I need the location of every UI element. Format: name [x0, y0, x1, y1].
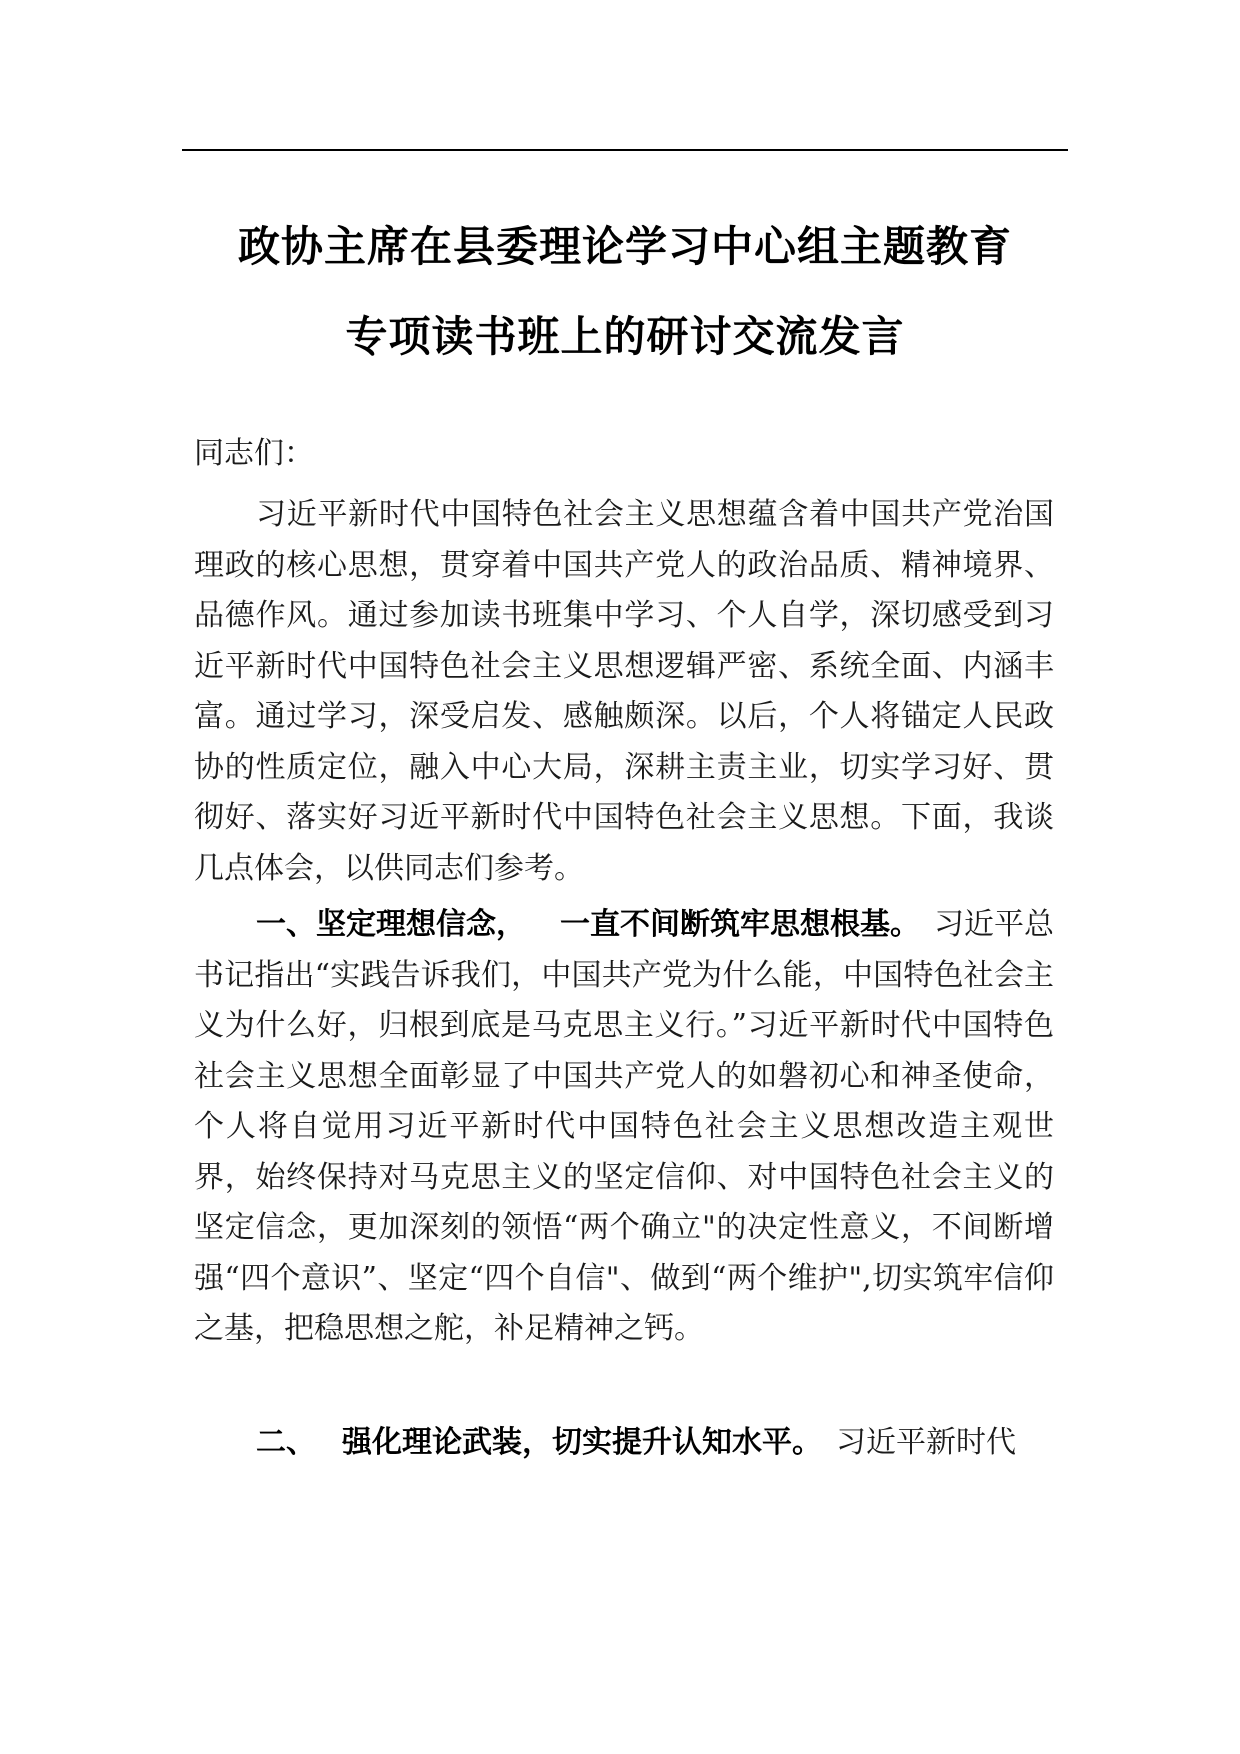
section2-body: 习近平新时代 [836, 1425, 1016, 1460]
section2-block [194, 1418, 1054, 1469]
section2-heading-number: 二、 [256, 1425, 316, 1460]
intro-paragraph-block [194, 490, 1054, 894]
section1-body: 习近平总书记指出“实践告诉我们，中国共产党为什么能，中国特色社会主义为什么好，归根到底是马克思主义行。”习近平新时代中国特色社会主义思想全面彰显了中国共产党人的如磐初心和神圣使命，个人将自觉用习近平新时代中国特色社会主义思想改造主观世界，始终保持对马克思主义的坚定信仰、对中国特色社会主义的坚定信念，更加深刻的领悟“两个确立"的决定性意义，不间断增强“四个意识”、坚定“四个自信"、做到“两个维护",切实筑牢信仰之基，把稳思想之舵，补足精神之钙。 [194, 907, 1054, 1346]
section1-heading-part2: 一直不间断筑牢思想根基。 [560, 907, 920, 942]
section1-heading-part1: 一、坚定理想信念， [256, 907, 526, 942]
header-rule [182, 149, 1068, 151]
intro-paragraph: 习近平新时代中国特色社会主义思想蕴含着中国共产党治国理政的核心思想，贯穿着中国共产党人的政治品质、精神境界、品德作风。通过参加读书班集中学习、个人自学，深切感受到习近平新时代中国特色社会主义思想逻辑严密、系统全面、内涵丰富。通过学习，深受启发、感触颇深。以后，个人将锚定人民政协的性质定位，融入中心大局，深耕主责主业，切实学习好、贯彻好、落实好习近平新时代中国特色社会主义思想。下面，我谈几点体会，以供同志们参考。 [194, 497, 1054, 886]
section1-block [194, 900, 1054, 1355]
section1-paragraph [194, 900, 1054, 1355]
salutation: 同志们： [194, 436, 314, 471]
document-title-line2: 专项读书班上的研讨交流发言 [345, 312, 905, 361]
section2-heading-text: 强化理论武装，切实提升认知水平。 [342, 1425, 822, 1460]
document-title-line1: 政协主席在县委理论学习中心组主题教育 [237, 222, 1012, 271]
section2-paragraph [194, 1418, 1054, 1469]
